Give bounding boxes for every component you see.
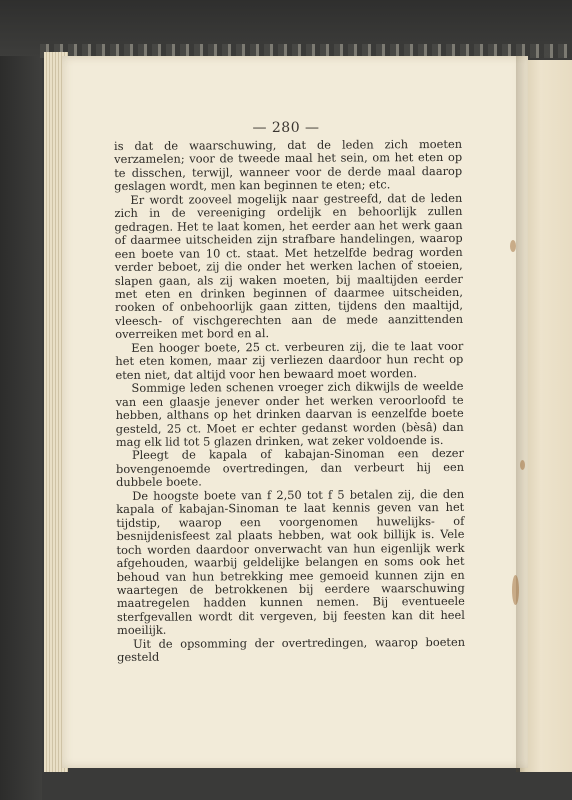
- foxing-spot: [510, 240, 516, 252]
- paragraph: Er wordt zooveel mogelijk naar gestreefd, dat de leden zich in de vereeniging ordelijk en behoorlijk zullen gedragen. Het te laat komen, het eerder aan het werk gaan of daarmee uitscheiden zijn strafbare handelingen, waarop een boete van 10 ct. staat. Met hetzelfde bedrag worden verder beboet, zij die onder het werken lachen of stoeien, slapen gaan, als zij waken moeten, bij maaltijden eerder met eten en drinken beginnen of daarmee uitscheiden, rooken of onbehoorlijk gaan zitten, tijdens den maaltijd, vleesch- of vischgerechten aan de mede aanzittenden overreiken met bord en al.: [114, 190, 464, 342]
- foxing-spot: [512, 575, 519, 605]
- paragraph: Pleegt de kapala of kabajan-Sinoman een dezer bovengenoemde overtredingen, dan verbeurt hij een dubbele boete.: [115, 446, 465, 490]
- page-gutter-shadow: [516, 56, 526, 772]
- paragraph: Sommige leden schenen vroeger zich dikwijls de weelde van een glaasje jenever onder het werken veroorloofd te hebben, althans op het drinken daarvan is eenzelfde boete gesteld, 25 ct. Moet er echter gedanst worden (bèsâ) dan mag elk lid tot 5 glazen drinken, wat zeker voldoende is.: [115, 379, 464, 449]
- foxing-spot: [520, 460, 525, 470]
- paragraph: is dat de waarschuwing, dat de leden zich moeten verzamelen; voor de tweede maal het sein, om het eten op te disschen, terwijl, wanneer voor de derde maal daarop geslagen wordt, men kan beginnen te eten; etc.: [113, 136, 463, 194]
- page-body-text: [114, 138, 465, 665]
- page-number: — 280 —: [252, 120, 320, 136]
- paragraph: De hoogste boete van f 2,50 tot f 5 betalen zij, die den kapala of kabajan-Sinoman te laat kennis geven van het tijdstip, waarop een voorgenomen huwelijks- of besnijdenisfeest zal plaats hebben, wat ook billijk is. Vele toch worden daardoor onverwacht van hun eigenlijk werk afgehouden, waarbij geldelijke belangen en soms ook het behoud van hun betrekking mee gemoeid kunnen zijn en waartegen de betrokkenen bij eerdere waarschuwing maatregelen hadden kunnen nemen. Bij eventueele sterfgevallen wordt dit vergeven, bij feesten kan dit heel moeilijk.: [116, 486, 465, 638]
- paragraph: Uit de opsomming der overtredingen, waarop boeten gesteld: [117, 634, 466, 665]
- paragraph: Een hooger boete, 25 ct. verbeuren zij, die te laat voor het eten komen, maar zij verliezen daardoor hun recht op eten niet, dat altijd voor hen bewaard moet worden.: [115, 338, 464, 382]
